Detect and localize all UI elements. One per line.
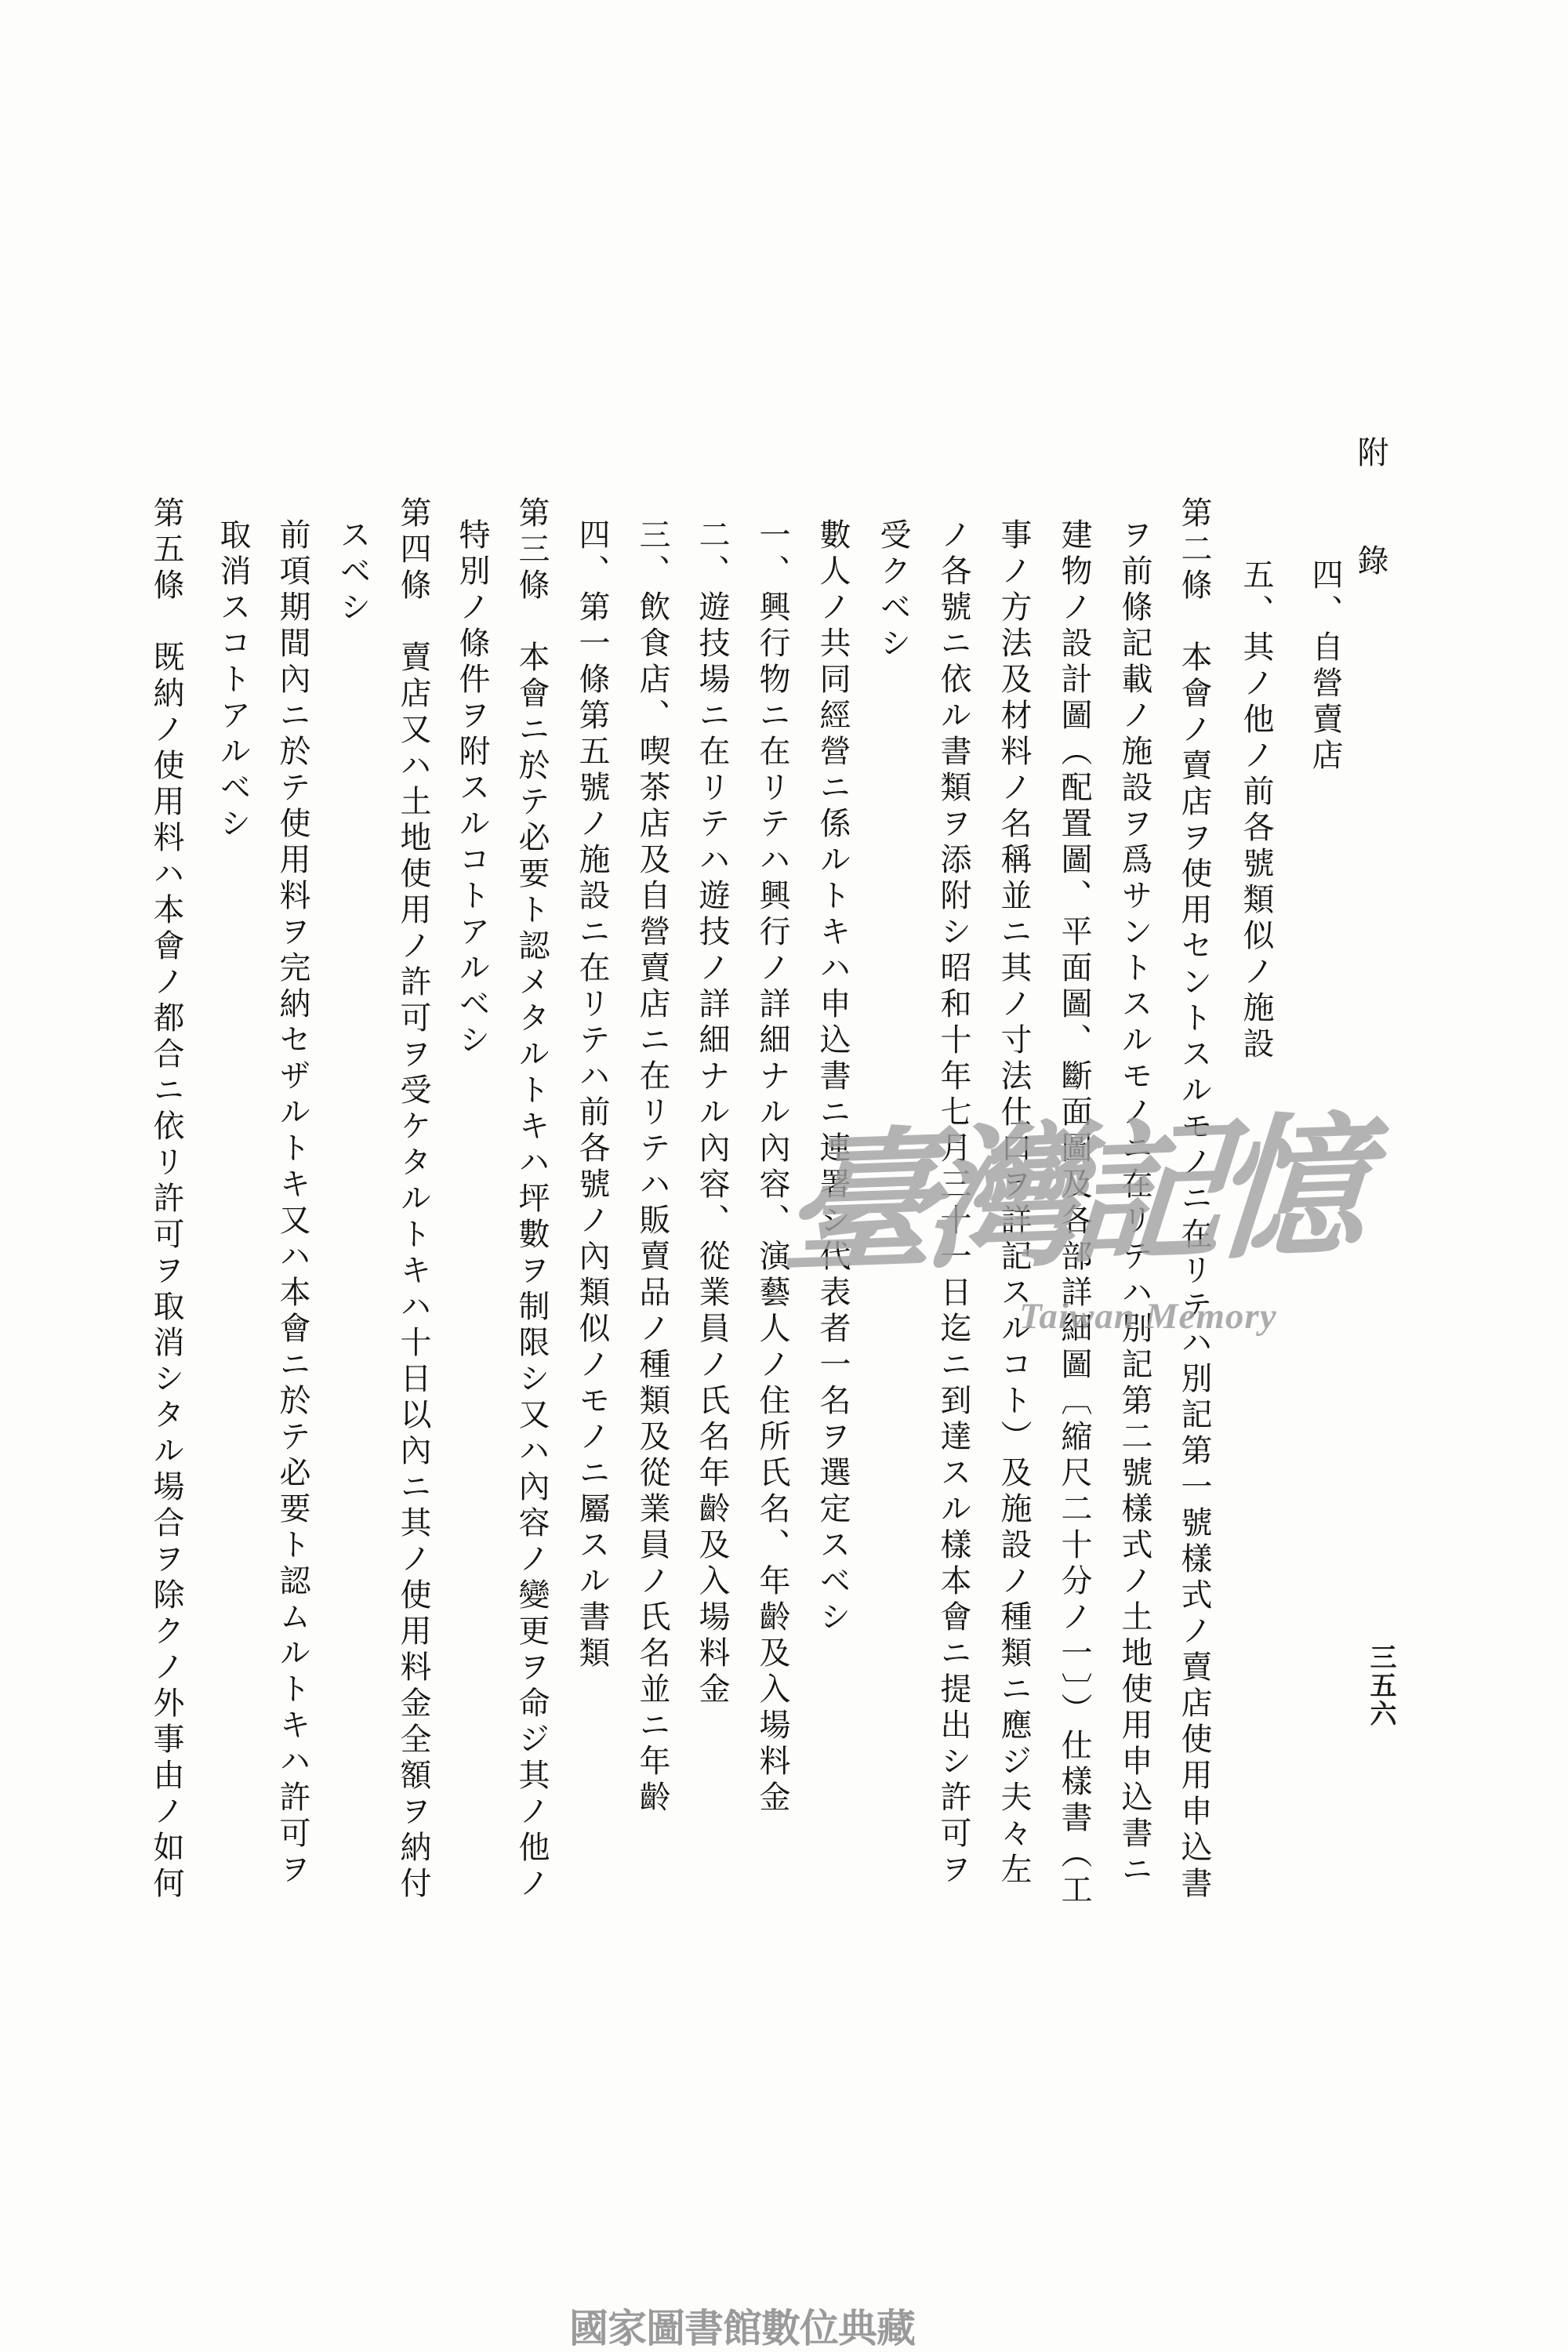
article-2-item-2: 二、遊技場ニ在リテハ遊技ノ詳細ナル內容、從業員ノ氏名年齡及入場料金 bbox=[695, 518, 730, 1708]
article-4-line-1: 第四條 賣店又ハ土地使用ノ許可ヲ受ケタルトキハ十日以內ニ其ノ使用料金全額ヲ納付 bbox=[396, 496, 431, 1903]
article-2-line-4: 事ノ方法及材料ノ名稱並ニ其ノ寸法仕口ヲ詳記スルコト）及施設ノ種類ニ應ジ夫々左 bbox=[996, 518, 1032, 1889]
article-2-line-3: 建物ノ設計圖（配置圖、平面圖、斷面圖及各部詳細圖〔縮尺二十分ノ一〕）仕樣書（工 bbox=[1057, 518, 1092, 1909]
article-2-line-5: ノ各號ニ依ル書類ヲ添附シ昭和十年七月三十一日迄ニ到達スル樣本會ニ提出シ許可ヲ bbox=[936, 518, 971, 1889]
taiwan-memory-watermark-latin: Taiwan Memory bbox=[1019, 1296, 1277, 1337]
article-5-line-1: 第五條 既納ノ使用料ハ本會ノ都合ニ依リ許可ヲ取消シタル場合ヲ除クノ外事由ノ如何 bbox=[149, 496, 184, 1903]
article-2-line-1: 第二條 本會ノ賣店ヲ使用セントスルモノニ在リテハ別記第一號樣式ノ賣店使用申込書 bbox=[1177, 496, 1212, 1903]
article-3-line-2: 特別ノ條件ヲ附スルコトアルベシ bbox=[455, 518, 490, 1059]
footer-caption: 國家圖書館數位典藏 bbox=[569, 2307, 915, 2350]
article-2-line-6: 受クベシ bbox=[876, 518, 911, 662]
article-2-line-2: ヲ前條記載ノ施設ヲ爲サントスルモノニ在リテハ別記第二號樣式ノ土地使用申込書ニ bbox=[1117, 518, 1152, 1889]
article-4-line-2: スベシ bbox=[336, 518, 371, 626]
article-2-item-1: 一、興行物ニ在リテハ興行ノ詳細ナル內容、演藝人ノ住所氏名、年齡及入場料金 bbox=[755, 518, 790, 1817]
list-item-4: 四、自營賣店 bbox=[1308, 558, 1343, 775]
article-3-line-1: 第三條 本會ニ於テ必要ト認メタルトキハ坪數ヲ制限シ又ハ內容ノ變更ヲ命ジ其ノ他ノ bbox=[514, 496, 550, 1903]
taiwan-memory-watermark-cjk: 臺灣記憶 bbox=[777, 1103, 1362, 1294]
article-2-paragraph-2: 數人ノ共同經營ニ係ルトキハ申込書ニ連署シ代表者一名ヲ選定スベシ bbox=[815, 518, 851, 1636]
page-number: 三五六 bbox=[1366, 1643, 1395, 1728]
article-4-paragraph-2b: 取消スコトアルベシ bbox=[216, 518, 251, 843]
article-2-item-3: 三、飲食店、喫茶店及自營賣店ニ在リテハ販賣品ノ種類及從業員ノ氏名並ニ年齡 bbox=[635, 518, 670, 1817]
list-item-5: 五、其ノ他ノ前各號類似ノ施設 bbox=[1239, 558, 1274, 1063]
appendix-header: 附 錄 bbox=[1353, 436, 1388, 580]
article-2-item-4: 四、第一條第五號ノ施設ニ在リテハ前各號ノ內類似ノモノニ屬スル書類 bbox=[575, 518, 610, 1672]
article-4-paragraph-2: 前項期間內ニ於テ使用料ヲ完納セザルトキ又ハ本會ニ於テ必要ト認ムルトキハ許可ヲ bbox=[275, 518, 310, 1889]
